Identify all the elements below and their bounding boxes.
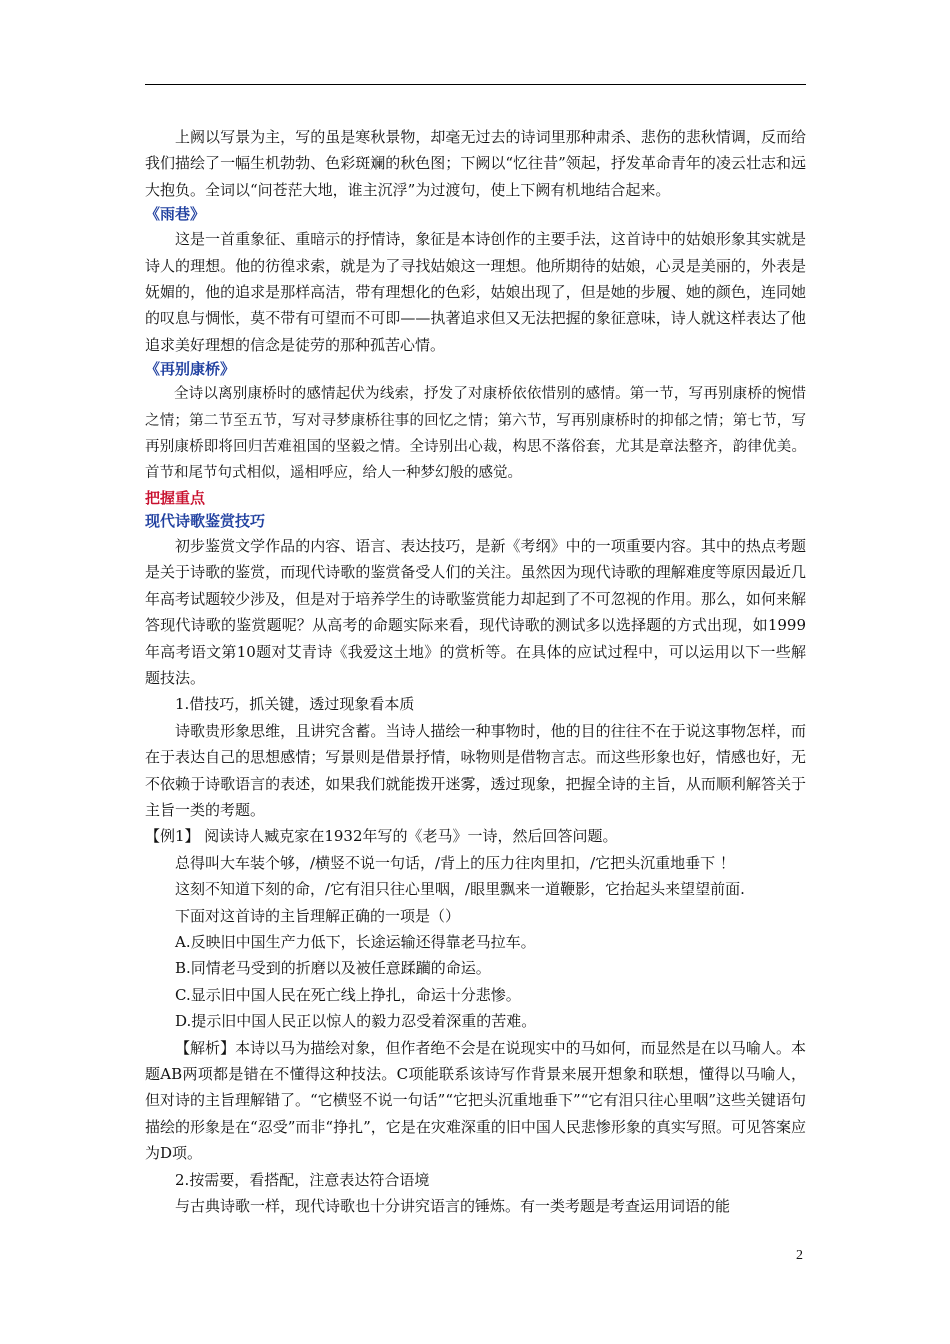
paragraph: 1.借技巧，抓关键，透过现象看本质	[175, 695, 415, 714]
paragraph: 2.按需要，看搭配，注意表达符合语境	[175, 1170, 430, 1189]
paragraph: 总得叫大车装个够，/横竖不说一句话，/背上的压力往肉里扣，/它把头沉重地垂下 ！	[175, 853, 735, 872]
answer-option: B.同情老马受到的折磨以及被任意蹂躏的命运。	[175, 959, 491, 978]
header-rule	[145, 84, 806, 85]
paragraph: 这是一首重象征、重暗示的抒情诗，象征是本诗创作的主要手法，这首诗中的姑娘形象其实就是诗人的理想。他的彷徨求索，就是为了寻找姑娘这一理想。他所期待的姑娘，心灵是美丽的，外表是妩媚的，他的追求是那样高洁，带有理想化的色彩，姑娘出现了，但是她的步履、她的颜色，连同她的叹息与惆怅，莫不带有可望而不可即——执著追求但又无法把握的象征意味，诗人就这样表达了他追求美好理想的信念是徒劳的那种孤苦心情。	[145, 230, 806, 354]
page-number: 2	[796, 1248, 803, 1263]
paragraph: 诗歌贵形象思维，且讲究含蓄。当诗人描绘一种事物时，他的目的往往不在于说这事物怎样，而在于表达自己的思想感情；写景则是借景抒情，咏物则是借物言志。而这些形象也好，情感也好，无不依赖于诗歌语言的表述，如果我们就能拨开迷雾，透过现象，把握全诗的主旨，从而顺利解答关于主旨一类的考题。	[145, 721, 806, 819]
page-content	[145, 124, 806, 1219]
paragraph: 这刻不知道下刻的命，/它有泪只往心里咽，/眼里飘来一道鞭影，它抬起头来望望前面.	[175, 880, 745, 899]
paragraph: 【例1】 阅读诗人臧克家在1932年写的《老马》一诗，然后回答问题。	[145, 827, 618, 846]
section-heading: 现代诗歌鉴赏技巧	[145, 511, 266, 530]
section-heading: 《再别康桥》	[145, 360, 236, 379]
paragraph: 下面对这首诗的主旨理解正确的一项是（）	[175, 906, 461, 925]
paragraph: 初步鉴赏文学作品的内容、语言、表达技巧，是新《考纲》中的一项重要内容。其中的热点考题是关于诗歌的鉴赏，而现代诗歌的鉴赏备受人们的关注。虽然因为现代诗歌的理解难度等原因最近几年高考试题较少涉及，但是对于培养学生的诗歌鉴赏能力却起到了不可忽视的作用。那么，如何来解答现代诗歌的鉴赏题呢？从高考的命题实际来看，现代诗歌的测试多以选择题的方式出现，如1999年高考语文第10题对艾青诗《我爱这土地》的赏析等。在具体的应试过程中，可以运用以下一些解题技法。	[145, 536, 806, 687]
section-heading: 《雨巷》	[145, 205, 206, 224]
paragraph: 上阙以写景为主，写的虽是寒秋景物，却毫无过去的诗词里那种肃杀、悲伤的悲秋情调，反而给我们描绘了一幅生机勃勃、色彩斑斓的秋色图；下阙以“忆往昔”领起，抒发革命青年的凌云壮志和远大抱负。全词以“问苍茫大地，谁主沉浮”为过渡句，使上下阙有机地结合起来。	[145, 128, 806, 199]
answer-option: D.提示旧中国人民正以惊人的毅力忍受着深重的苦难。	[175, 1012, 537, 1031]
paragraph: 全诗以离别康桥时的感情起伏为线索，抒发了对康桥依依惜别的感情。第一节，写再别康桥的惋惜之情；第二节至五节，写对寻梦康桥往事的回忆之情；第六节，写再别康桥时的抑郁之情；第七节，写再别康桥即将回归苦难祖国的坚毅之情。全诗别出心裁，构思不落俗套，尤其是章法整齐，韵律优美。首节和尾节句式相似，遥相呼应，给人一种梦幻般的感觉。	[145, 386, 806, 482]
answer-option: A.反映旧中国生产力低下，长途运输还得靠老马拉车。	[175, 932, 536, 951]
section-heading: 把握重点	[145, 488, 206, 507]
paragraph: 【解析】本诗以马为描绘对象，但作者绝不会是在说现实中的马如何，而显然是在以马喻人。本题AB两项都是错在不懂得这种技法。C项能联系该诗写作背景来展开想象和联想，懂得以马喻人，但对诗的主旨理解错了。“它横竖不说一句话”“它把头沉重地垂下”“它有泪只往心里咽”这些关键语句描绘的形象是在“忍受”而非“挣扎”，它是在灾难深重的旧中国人民悲惨形象的真实写照。可见答案应为D项。	[145, 1038, 807, 1163]
paragraph: 与古典诗歌一样，现代诗歌也十分讲究语言的锤炼。有一类考题是考查运用词语的能	[175, 1197, 731, 1216]
answer-option: C.显示旧中国人民在死亡线上挣扎，命运十分悲惨。	[175, 985, 521, 1004]
